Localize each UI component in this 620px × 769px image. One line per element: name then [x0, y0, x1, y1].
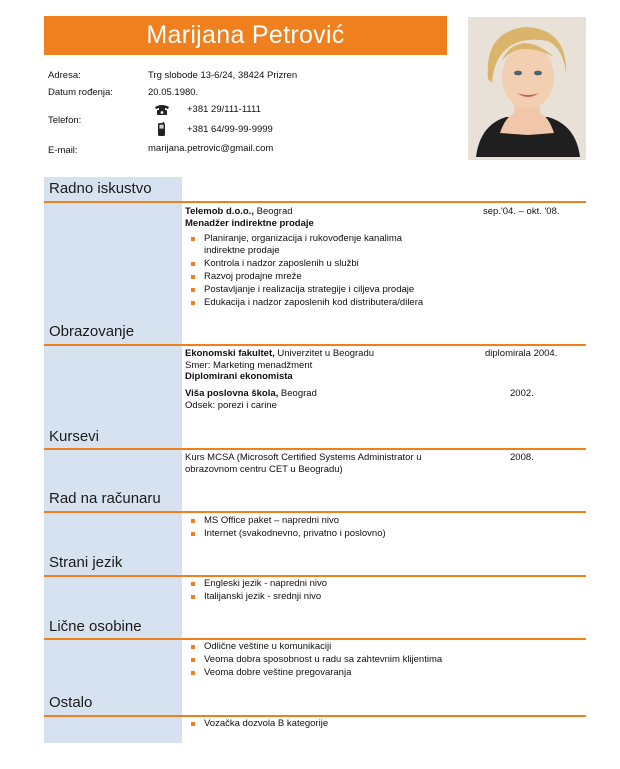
section-divider	[44, 638, 586, 640]
other-list	[185, 718, 485, 731]
list-item: Engleski jezik - napredni nivo	[185, 578, 485, 590]
education-date-1: diplomirala 2004.	[485, 348, 558, 359]
email-label: E-mail:	[48, 145, 78, 156]
course-date: 2008.	[510, 452, 534, 463]
work-position: Menadžer indirektne prodaje	[185, 218, 314, 229]
list-item: Veoma dobra sposobnost u radu sa zahtevnim klijentima	[185, 654, 505, 666]
section-title-other: Ostalo	[49, 694, 93, 711]
mobile-phone-icon	[157, 122, 166, 137]
list-item: Postavljanje i realizacija strategije i ciljeva prodaje	[185, 284, 425, 296]
section-title-courses: Kursevi	[49, 428, 100, 445]
phone-mobile: +381 64/99-99-9999	[187, 124, 273, 135]
education-major-2: Odsek: porezi i carine	[185, 400, 277, 411]
full-name: Marijana Petrović	[146, 21, 345, 49]
list-item: Razvoj prodajne mreže	[185, 271, 425, 283]
profile-photo	[468, 17, 586, 160]
work-company: Telemob d.o.o., Beograd	[185, 206, 293, 217]
list-item: Internet (svakodnevno, privatno i poslovno)	[185, 528, 485, 540]
section-title-work: Radno iskustvo	[49, 180, 152, 197]
telephone-icon	[154, 104, 170, 116]
list-item: Veoma dobre veštine pregovaranja	[185, 667, 505, 679]
education-date-2: 2002.	[510, 388, 534, 399]
personal-traits-list	[185, 641, 505, 680]
phone-landline: +381 29/111-1111	[187, 104, 261, 115]
section-title-education: Obrazovanje	[49, 323, 135, 340]
list-item: Planiranje, organizacija i rukovođenje kanalima indirektne prodaje	[185, 233, 425, 258]
education-major-1: Smer: Marketing menadžment	[185, 360, 313, 371]
section-title-personal: Lične osobine	[49, 618, 142, 635]
section-divider	[44, 448, 586, 450]
section-divider	[44, 201, 586, 203]
section-title-languages: Strani jezik	[49, 554, 123, 571]
education-school-1: Ekonomski fakultet, Univerzitet u Beogradu	[185, 348, 375, 359]
course-line-2: obrazovnom centru CET u Beogradu)	[185, 464, 343, 475]
computer-skills-list	[185, 515, 485, 541]
address-label: Adresa:	[48, 70, 81, 81]
section-divider	[44, 715, 586, 717]
list-item: Odlične veštine u komunikaciji	[185, 641, 505, 653]
work-dates: sep.'04. – okt. '08.	[483, 206, 560, 217]
course-line-1: Kurs MCSA (Microsoft Certified Systems Administrator u	[185, 452, 422, 463]
section-divider	[44, 344, 586, 346]
section-divider	[44, 511, 586, 513]
education-degree-1: Diplomirani ekonomista	[185, 371, 293, 382]
phone-label: Telefon:	[48, 115, 82, 126]
list-item: Edukacija i nadzor zaposlenih kod distributera/dilera	[185, 297, 425, 309]
list-item: Italijanski jezik - srednji nivo	[185, 591, 485, 603]
work-duties-list	[185, 233, 425, 310]
list-item: Vozačka dozvola B kategorije	[185, 718, 485, 730]
dob-value: 20.05.1980.	[148, 87, 199, 98]
list-item: MS Office paket – napredni nivo	[185, 515, 485, 527]
list-item: Kontrola i nadzor zaposlenih u službi	[185, 258, 425, 270]
section-title-computer: Rad na računaru	[49, 490, 161, 507]
education-school-2: Viša poslovna škola, Beograd	[185, 388, 317, 399]
email-value[interactable]: marijana.petrovic@gmail.com	[148, 143, 274, 154]
section-divider	[44, 575, 586, 577]
name-banner	[44, 16, 447, 55]
address-value: Trg slobode 13-6/24, 38424 Prizren	[148, 70, 298, 81]
languages-list	[185, 578, 485, 604]
dob-label: Datum rođenja:	[48, 87, 113, 98]
section-sidebar	[44, 177, 182, 743]
